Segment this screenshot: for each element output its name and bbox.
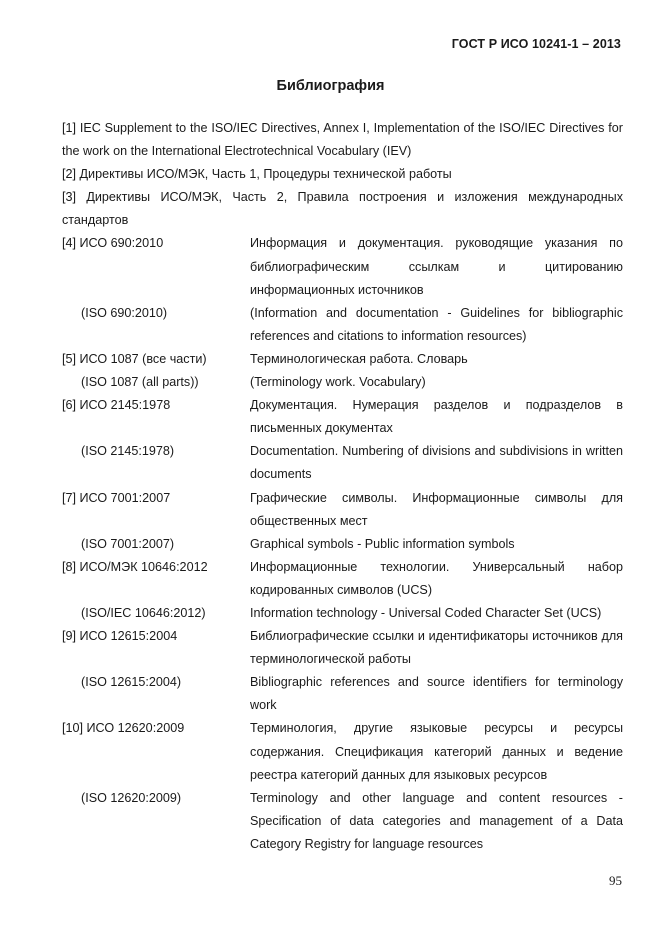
page-number: 95 <box>609 873 622 888</box>
bibliography-entry-translation <box>62 602 623 625</box>
entry-description: Графические символы. Информационные символы для общественных мест <box>250 490 623 528</box>
entry-reference: (ISO 12615:2004) <box>81 675 182 690</box>
entry-description: (Information and documentation - Guidelines for bibliographic references and citations to information resources) <box>250 305 623 343</box>
entry-reference: (ISO 7001:2007) <box>81 536 175 551</box>
entry-reference: (ISO 12620:2009) <box>81 790 182 805</box>
bibliography-entry <box>62 232 623 301</box>
entry-reference: [9] ИСО 12615:2004 <box>62 629 178 644</box>
entry-reference: [5] ИСО 1087 (все части) <box>62 351 207 366</box>
entry-description: Документация. Нумерация разделов и подразделов в письменных документах <box>250 398 623 436</box>
bibliography-entry <box>62 717 623 786</box>
bibliography-entry <box>62 487 623 533</box>
bibliography-entry-translation <box>62 787 623 856</box>
bibliography-entry-translation <box>62 671 623 717</box>
bibliography-entry <box>62 348 623 371</box>
entry-description: (Terminology work. Vocabulary) <box>250 375 426 390</box>
entry-description: Terminology and other language and content resources - Specification of data categories and management of a Data Category Registry for language resources <box>250 790 623 851</box>
bibliography-item-1: [1] IEC Supplement to the ISO/IEC Directives, Annex I, Implementation of the ISO/IEC Directives for the work on the International Electrotechnical Vocabulary (IEV) <box>62 121 623 159</box>
bibliography-list <box>62 117 623 856</box>
entry-reference: [8] ИСО/МЭК 10646:2012 <box>62 559 208 574</box>
bibliography-entry-translation <box>62 533 623 556</box>
entry-description: Bibliographic references and source identifiers for terminology work <box>250 675 623 713</box>
bibliography-item-3: [3] Директивы ИСО/МЭК, Часть 2, Правила построения и изложения международных стандартов <box>62 190 623 228</box>
entry-description: Information technology - Universal Coded Character Set (UCS) <box>250 605 602 620</box>
entry-description: Информационные технологии. Универсальный набор кодированных символов (UCS) <box>250 559 623 597</box>
bibliography-entry-translation <box>62 371 623 394</box>
entry-reference: (ISO 1087 (all parts)) <box>81 375 199 390</box>
entry-description: Информация и документация. руководящие указания по библиографическим ссылкам и цитированию информационных источников <box>250 236 623 297</box>
entry-reference: [10] ИСО 12620:2009 <box>62 721 185 736</box>
bibliography-entry-translation <box>62 302 623 348</box>
page-title: Библиография <box>276 78 385 94</box>
bibliography-entry <box>62 394 623 440</box>
bibliography-entry <box>62 625 623 671</box>
bibliography-item-2: [2] Директивы ИСО/МЭК, Часть 1, Процедуры технической работы <box>62 167 452 182</box>
bibliography-entry-translation <box>62 440 623 486</box>
entry-reference: (ISO/IEC 10646:2012) <box>81 605 206 620</box>
document-code: ГОСТ Р ИСО 10241-1 – 2013 <box>451 37 621 51</box>
entry-description: Documentation. Numbering of divisions and subdivisions in written documents <box>250 444 623 482</box>
entry-description: Graphical symbols - Public information symbols <box>250 536 515 551</box>
entry-description: Терминология, другие языковые ресурсы и ресурсы содержания. Спецификация категорий данных и ведение реестра категорий данных для языковых ресурсов <box>250 721 623 782</box>
entry-reference: [7] ИСО 7001:2007 <box>62 490 171 505</box>
entry-description: Терминологическая работа. Словарь <box>250 351 468 366</box>
entry-reference: [4] ИСО 690:2010 <box>62 236 164 251</box>
entry-reference: (ISO 2145:1978) <box>81 444 175 459</box>
bibliography-entry <box>62 556 623 602</box>
entry-reference: [6] ИСО 2145:1978 <box>62 398 171 413</box>
entry-reference: (ISO 690:2010) <box>81 305 168 320</box>
entry-description: Библиографические ссылки и идентификаторы источников для терминологической работы <box>250 629 623 667</box>
